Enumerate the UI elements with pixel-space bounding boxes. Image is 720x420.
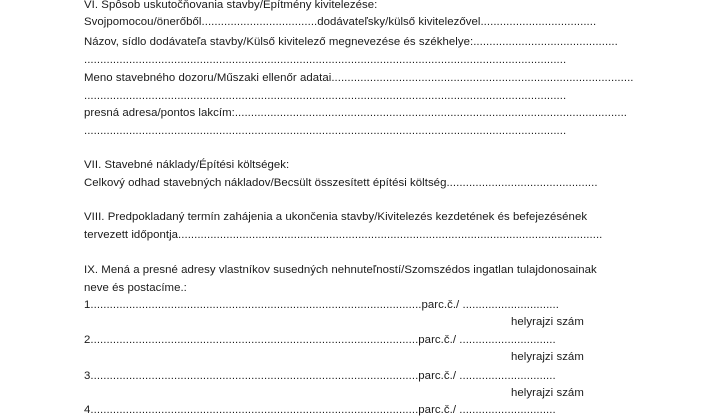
owner-row-1: 1.......................................................................................................parc.č./ ..............................: [84, 299, 559, 311]
section-7-heading: VII. Stavebné náklady/Építési költségek:: [84, 159, 290, 171]
blank-line: ......................................................................................................................................................: [84, 125, 567, 137]
helyrajzi-label: helyrajzi szám: [511, 387, 584, 399]
section-8-heading: VIII. Predpokladaný termín zahájenia a ukončenia stavby/Kivitelezés kezdetének és befejezésének: [84, 211, 588, 223]
section-9-subheading: neve és postacíme.:: [84, 282, 187, 294]
section-9-heading: IX. Mená a presné adresy vlastníkov susedných nehnuteľností/Szomszédos ingatlan tulajdonosainak: [84, 264, 597, 276]
owner-row-4: 4......................................................................................................parc.č./ ..............................: [84, 404, 556, 416]
blank-line: ......................................................................................................................................................: [84, 54, 567, 66]
blank-line: ......................................................................................................................................................: [84, 90, 567, 102]
supervisor-line: Meno stavebného dozoru/Műszaki ellenőr adatai..............................................................................................: [84, 72, 634, 84]
helyrajzi-label: helyrajzi szám: [511, 351, 584, 363]
exact-address-line: presná adresa/pontos lakcím:..........................................................................................................................: [84, 107, 628, 119]
helyrajzi-label: helyrajzi szám: [511, 316, 584, 328]
schedule-line: tervezett időpontja....................................................................................................................................: [84, 229, 603, 241]
cost-estimate-line: Celkový odhad stavebných nákladov/Becsült összesített építési költség...............................................: [84, 177, 598, 189]
construction-method-line: Svojpomocou/önerőből....................................dodávateľsky/külső kivitelezővel....................................: [84, 16, 597, 28]
contractor-name-line: Názov, sídlo dodávateľa stavby/Külső kivitelező megnevezése és székhelye:.............................................: [84, 36, 618, 48]
section-6-heading: VI. Spôsob uskutočňovania stavby/Építmény kivitelezése:: [84, 0, 378, 11]
owner-row-2: 2......................................................................................................parc.č./ ..............................: [84, 334, 556, 346]
owner-row-3: 3......................................................................................................parc.č./ ..............................: [84, 370, 556, 382]
